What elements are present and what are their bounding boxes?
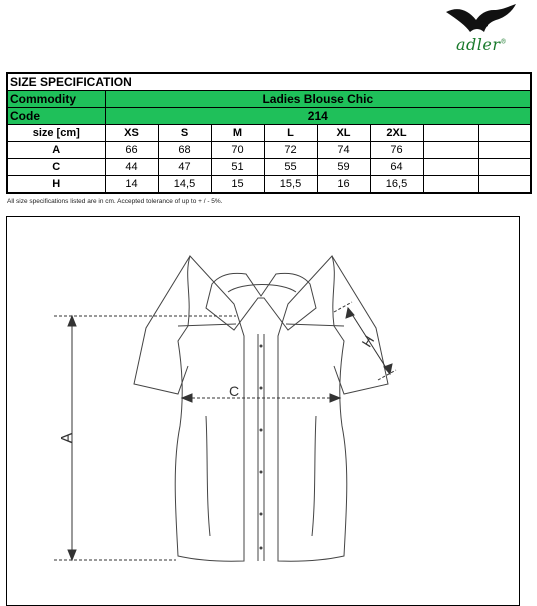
size-cell xyxy=(423,125,478,142)
value-cell xyxy=(423,159,478,176)
collar xyxy=(206,273,316,330)
brand-logo-text: adler® xyxy=(456,35,508,54)
table-row-c xyxy=(7,159,531,176)
value-cell: 14,5 xyxy=(158,176,211,194)
commodity-value: Ladies Blouse Chic xyxy=(105,91,531,108)
value-cell: 55 xyxy=(264,159,317,176)
value-cell xyxy=(478,142,531,159)
value-cell: 70 xyxy=(211,142,264,159)
code-value: 214 xyxy=(105,108,531,125)
value-cell: 16,5 xyxy=(370,176,423,194)
row-label: C xyxy=(7,159,105,176)
value-cell: 14 xyxy=(105,176,158,194)
table-row-h xyxy=(7,176,531,194)
value-cell: 15,5 xyxy=(264,176,317,194)
size-cell xyxy=(478,125,531,142)
blouse-body-outline-right xyxy=(278,256,347,561)
value-cell: 59 xyxy=(317,159,370,176)
value-cell: 44 xyxy=(105,159,158,176)
size-header-label: size [cm] xyxy=(7,125,105,142)
blouse-body-outline xyxy=(175,256,244,561)
label-c: C xyxy=(228,383,240,399)
value-cell: 47 xyxy=(158,159,211,176)
size-cell: 2XL xyxy=(370,125,423,142)
blouse-technical-drawing xyxy=(6,216,520,600)
value-cell: 15 xyxy=(211,176,264,194)
tolerance-note: All size specifications listed are in cm. Accepted tolerance of up to + / - 5%. xyxy=(7,198,223,205)
value-cell: 74 xyxy=(317,142,370,159)
measure-c-line xyxy=(182,394,340,402)
code-label: Code xyxy=(7,108,105,125)
value-cell: 72 xyxy=(264,142,317,159)
commodity-label: Commodity xyxy=(7,91,105,108)
value-cell xyxy=(423,142,478,159)
size-header-row xyxy=(7,125,531,142)
value-cell: 16 xyxy=(317,176,370,194)
table-title: SIZE SPECIFICATION xyxy=(7,73,531,91)
label-h: H xyxy=(358,332,378,350)
size-cell: S xyxy=(158,125,211,142)
value-cell: 76 xyxy=(370,142,423,159)
value-cell: 66 xyxy=(105,142,158,159)
size-spec-table xyxy=(6,72,532,194)
table-row-a xyxy=(7,142,531,159)
size-cell: L xyxy=(264,125,317,142)
label-a: A xyxy=(59,432,76,444)
row-label: A xyxy=(7,142,105,159)
value-cell: 68 xyxy=(158,142,211,159)
value-cell xyxy=(423,176,478,194)
row-label: H xyxy=(7,176,105,194)
value-cell: 51 xyxy=(211,159,264,176)
value-cell xyxy=(478,159,531,176)
size-cell: M xyxy=(211,125,264,142)
size-cell: XL xyxy=(317,125,370,142)
size-cell: XS xyxy=(105,125,158,142)
value-cell xyxy=(478,176,531,194)
value-cell: 64 xyxy=(370,159,423,176)
button-row xyxy=(260,345,263,550)
